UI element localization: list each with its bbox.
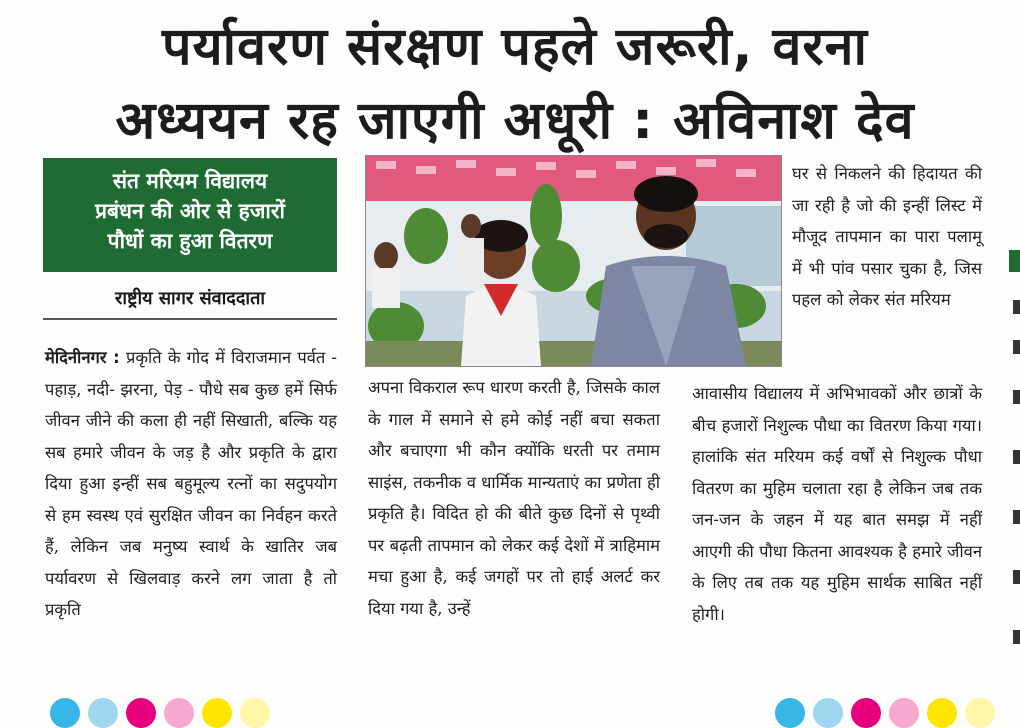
- subhead-line-1: संत मरियम विद्यालय: [112, 169, 268, 193]
- cyan-dot: [775, 698, 805, 728]
- registration-marks-left: [50, 698, 270, 720]
- registration-marks-right: [775, 698, 995, 720]
- news-photo: [365, 155, 782, 367]
- yellow-dot: [202, 698, 232, 728]
- article-column-3-top: घर से निकलने की हिदायत की जा रही है जो की इन्हीं लिस्ट में मौजूद तापमान का पारा पलामू में भी पांव पसार चुका है, जिस पहल को लेकर संत मरियम: [792, 164, 982, 309]
- light-yellow-dot: [240, 698, 270, 728]
- yellow-dot: [927, 698, 957, 728]
- light-yellow-dot: [965, 698, 995, 728]
- adjacent-article-edge: [1005, 150, 1020, 690]
- article-column-2: अपना विकराल रूप धारण करती है, जिसके काल के गाल में समाने से हमे कोई नहीं बचा सकता और बचाएगा भी कौन क्योंकि धरती पर तमाम साइंस, तकनीक व धार्मिक मान्यताएं का प्रणेता ही प्रकृति है। विदित हो की बीते कुछ दिनों से पृथ्वी पर बढ़ती तापमान को लेकर कई देशों में त्राहिमाम मचा हुआ है, कई जगहों पर तो हाई अलर्ट कर दिया गया है, उन्हें: [368, 378, 660, 618]
- light-cyan-dot: [813, 698, 843, 728]
- subhead-line-3: पौधों का हुआ वितरण: [107, 229, 273, 253]
- cyan-dot: [50, 698, 80, 728]
- article-column-1: [45, 342, 337, 626]
- article-column-1-text: प्रकृति के गोद में विराजमान पर्वत - पहाड़, नदी- झरना, पेड़ - पौधे सब कुछ हमें सिर्फ जीवन जीने की कला ही नहीं सिखाती, बल्कि यह सब हमारे जीवन के जड़ है और प्रकृति के द्वारा दिया हुआ इन्हीं सब बहुमूल्य रत्नों का सदुपयोग से हम स्वस्थ एवं सुरक्षित जीवन का निर्वहन करते हैं, लेकिन जब मनुष्य स्वार्थ के खातिर जब पर्यावरण से खिलवाड़ करने लग जाता है तो प्रकृति: [45, 348, 337, 619]
- byline: राष्ट्रीय सागर संवाददाता: [114, 288, 266, 309]
- subhead-line-2: प्रबंधन की ओर से हजारों: [95, 199, 285, 223]
- light-cyan-dot: [88, 698, 118, 728]
- headline: [40, 10, 990, 158]
- photo-illustration: [366, 156, 781, 366]
- headline-line-1: पर्यावरण संरक्षण पहले जरूरी, वरना: [161, 17, 869, 77]
- headline-line-2: अध्ययन रह जाएगी अधूरी : अविनाश देव: [115, 91, 915, 151]
- dateline: मेदिनीनगर :: [45, 348, 120, 367]
- magenta-dot: [851, 698, 881, 728]
- article-column-3-bottom: आवासीय विद्यालय में अभिभावकों और छात्रों के बीच हजारों निशुल्क पौधा का वितरण किया गया। हालांकि संत मरियम कई वर्षों से निशुल्क पौधा वितरण का मुहिम चलाता रहा है लेकिन जब तक जन-जन के जहन में यह बात समझ में नहीं आएगी की पौधा कितना आवश्यक है हमारे जीवन के लिए तब तक यह मुहिम सार्थक साबित नहीं होगी।: [692, 384, 982, 624]
- byline-divider: [43, 318, 337, 320]
- magenta-dot: [126, 698, 156, 728]
- light-magenta-dot: [889, 698, 919, 728]
- subhead-box: [43, 158, 337, 272]
- light-magenta-dot: [164, 698, 194, 728]
